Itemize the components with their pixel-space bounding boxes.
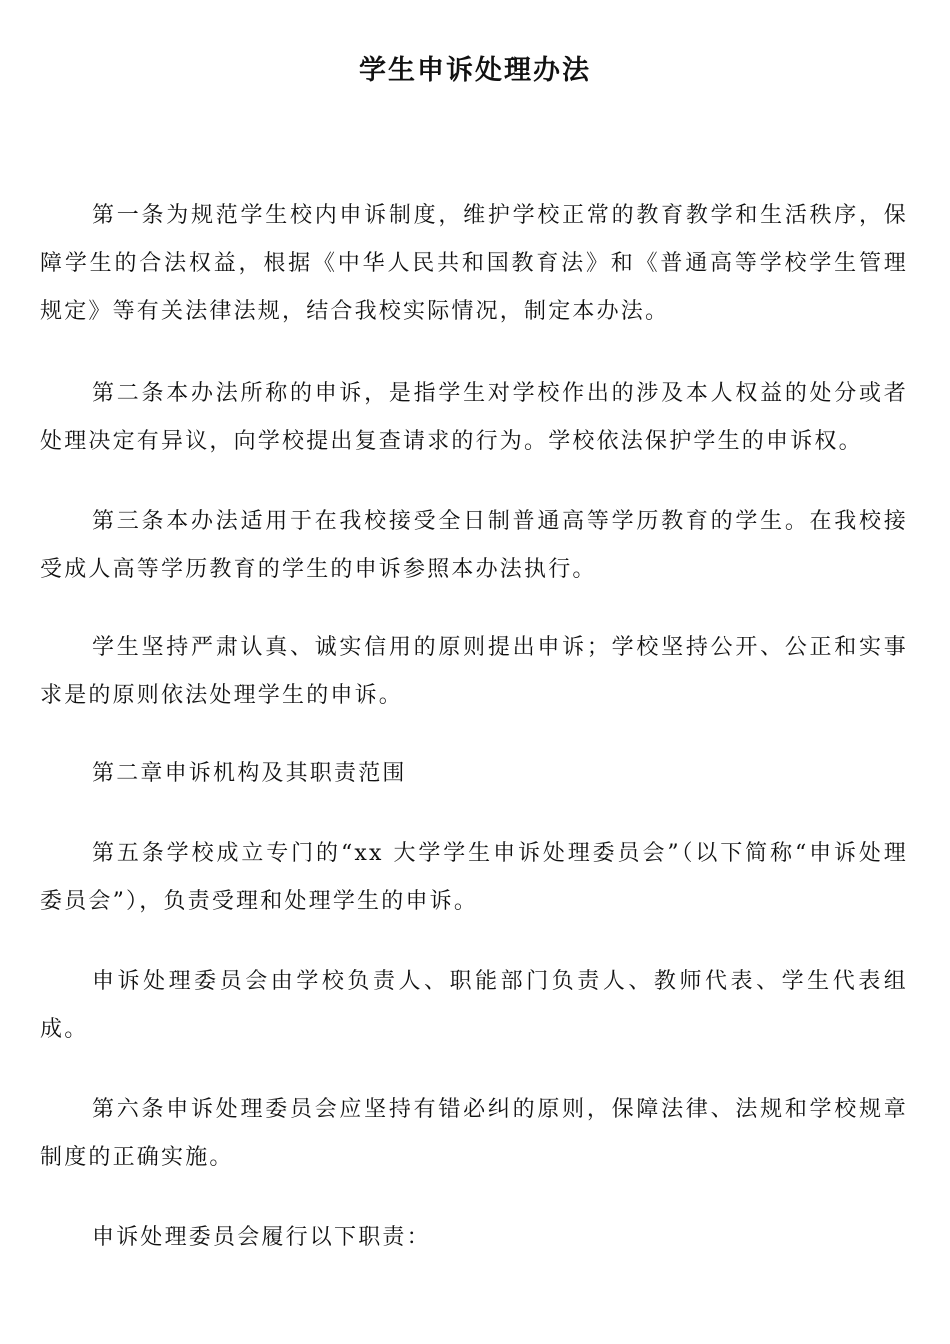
paragraph-article-1: 第一条为规范学生校内申诉制度，维护学校正常的教育教学和生活秩序，保障学生的合法权益，根据《中华人民共和国教育法》和《普通高等学校学生管理规定》等有关法律法规，结合我校实际情况，制定本办法。 [40,203,908,324]
paragraph-article-2: 第二条本办法所称的申诉，是指学生对学校作出的涉及本人权益的处分或者处理决定有异议，向学校提出复查请求的行为。学校依法保护学生的申诉权。 [40,381,908,454]
paragraph-article-5: 第五条学校成立专门的“xx 大学学生申诉处理委员会”（以下简称“申诉处理委员会”），负责受理和处理学生的申诉。 [40,841,908,914]
paragraph-committee-duties: 申诉处理委员会履行以下职责： [92,1225,431,1250]
paragraph-principles: 学生坚持严肃认真、诚实信用的原则提出申诉；学校坚持公开、公正和实事求是的原则依法处理学生的申诉。 [40,635,908,708]
paragraph-article-3: 第三条本办法适用于在我校接受全日制普通高等学历教育的学生。在我校接受成人高等学历教育的学生的申诉参照本办法执行。 [40,509,908,582]
document-body [40,192,908,1292]
chapter-heading: 第二章申诉机构及其职责范围 [92,761,407,786]
document-title: 学生申诉处理办法 [359,55,591,86]
paragraph-article-6: 第六条申诉处理委员会应坚持有错必纠的原则，保障法律、法规和学校规章制度的正确实施。 [40,1097,908,1170]
paragraph-committee-composition: 申诉处理委员会由学校负责人、职能部门负责人、教师代表、学生代表组成。 [40,969,908,1042]
